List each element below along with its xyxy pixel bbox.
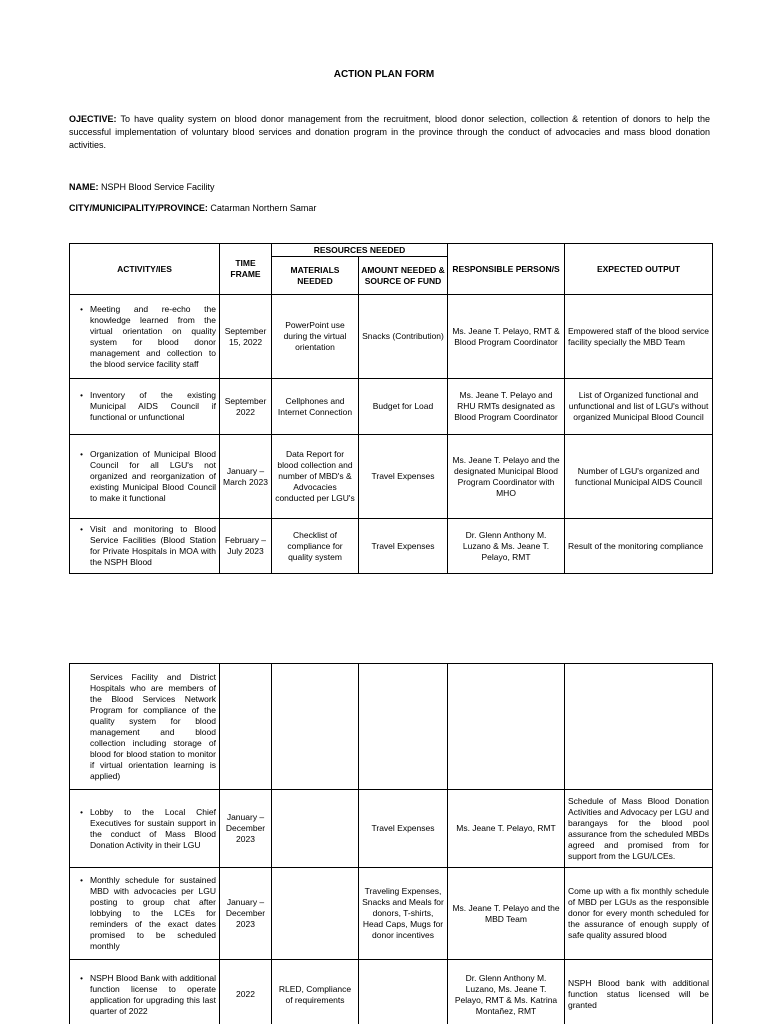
name-field — [69, 182, 215, 192]
header-amount-needed: AMOUNT NEEDED & SOURCE OF FUND — [359, 257, 448, 295]
bullet-icon: • — [80, 391, 83, 400]
expected-output-cell: Empowered staff of the blood service facility specially the MBD Team — [565, 295, 713, 379]
document-title: ACTION PLAN FORM — [333, 69, 435, 80]
bullet-icon: • — [80, 304, 83, 314]
table-row — [70, 664, 713, 790]
time-frame-cell — [220, 664, 272, 790]
amount-cell: Travel Expenses — [359, 790, 448, 868]
header-expected-output: EXPECTED OUTPUT — [565, 244, 713, 295]
activity-cell — [70, 960, 220, 1024]
amount-cell: Budget for Load — [359, 379, 448, 435]
amount-cell: Snacks (Contribution) — [359, 295, 448, 379]
header-activities: ACTIVITY/IES — [70, 244, 220, 295]
table-row — [70, 435, 713, 519]
activity-text: Monthly schedule for sustained MBD with advocacies per LGU posting to group chat after lobbying to the LCEs for reminders of the exact dates promised to be scheduled monthly — [90, 875, 216, 951]
responsible-cell: Ms. Jeane T. Pelayo, RMT & Blood Program Coordinator — [448, 295, 565, 379]
header-time-frame: TIME FRAME — [220, 244, 272, 295]
expected-output-cell: Come up with a fix monthly schedule of MBD per LGUs as the responsible donor for every month scheduled for the assurance of enough supply of safe quality assured blood — [565, 868, 713, 960]
bullet-icon: • — [80, 973, 83, 983]
objective-text: To have quality system on blood donor management from the recruitment, blood donor selection, collection & retention of donors to help the successful implementation of voluntary blood services and donation program in the province through the conduct of advocacies and mass blood donation activities. — [69, 114, 710, 150]
amount-cell: Traveling Expenses, Snacks and Meals for donors, T-shirts, Head Caps, Mugs for donor incentives — [359, 868, 448, 960]
time-frame-cell: January – December 2023 — [220, 790, 272, 868]
materials-cell — [272, 664, 359, 790]
activity-cell — [70, 379, 220, 435]
time-frame-cell: September 15, 2022 — [220, 295, 272, 379]
table-row — [70, 790, 713, 868]
table-row — [70, 868, 713, 960]
responsible-cell: Dr. Glenn Anthony M. Luzano, Ms. Jeane T. Pelayo, RMT & Ms. Katrina Montañez, RMT — [448, 960, 565, 1024]
expected-output-cell: Result of the monitoring compliance — [565, 519, 713, 574]
name-value: NSPH Blood Service Facility — [101, 182, 215, 192]
time-frame-cell: 2022 — [220, 960, 272, 1024]
time-frame-cell: February – July 2023 — [220, 519, 272, 574]
responsible-cell: Ms. Jeane T. Pelayo and the MBD Team — [448, 868, 565, 960]
time-frame-cell: September 2022 — [220, 379, 272, 435]
amount-cell — [359, 960, 448, 1024]
materials-cell — [272, 790, 359, 868]
activity-cell — [70, 790, 220, 868]
bullet-icon: • — [80, 450, 83, 459]
responsible-cell — [448, 664, 565, 790]
materials-cell: RLED, Compliance of requirements — [272, 960, 359, 1024]
expected-output-cell — [565, 664, 713, 790]
action-plan-table-page-2 — [69, 663, 713, 1024]
action-plan-table-page-1 — [69, 243, 713, 574]
header-materials-needed: MATERIALS NEEDED — [272, 257, 359, 295]
objective-paragraph — [69, 113, 710, 152]
table-row — [70, 379, 713, 435]
materials-cell: PowerPoint use during the virtual orientation — [272, 295, 359, 379]
location-value: Catarman Northern Samar — [210, 203, 317, 213]
responsible-cell: Ms. Jeane T. Pelayo and the designated Municipal Blood Program Coordinator with MHO — [448, 435, 565, 519]
activity-text: Visit and monitoring to Blood Service Facilities (Blood Station for Private Hospitals in MOA with the NSPH Blood — [90, 524, 216, 567]
materials-cell: Data Report for blood collection and number of MBD's & Advocacies conducted per LGU's — [272, 435, 359, 519]
expected-output-cell: NSPH Blood bank with additional function status licensed will be granted — [565, 960, 713, 1024]
materials-cell: Cellphones and Internet Connection — [272, 379, 359, 435]
time-frame-cell: January – March 2023 — [220, 435, 272, 519]
activity-continued-cell: Services Facility and District Hospitals who are members of the Blood Services Network Program for compliance of the quality system for blood management and blood collection including storage of blood for blood station to monitor if virtual orientation learning is applied) — [70, 664, 220, 790]
expected-output-cell: Schedule of Mass Blood Donation Activities and Advocacy per LGU and barangays for the blood pool assurance from the scheduled MBDs agreed and promised from for support from the LGU/LCEs. — [565, 790, 713, 868]
amount-cell: Travel Expenses — [359, 519, 448, 574]
responsible-cell: Ms. Jeane T. Pelayo and RHU RMTs designated as Blood Program Coordinator — [448, 379, 565, 435]
bullet-icon: • — [80, 525, 83, 534]
activity-cell — [70, 868, 220, 960]
activity-text: Meeting and re-echo the knowledge learned from the virtual orientation on quality system for blood donor management and collection to the blood service facility staff — [90, 303, 216, 369]
activity-cell — [70, 435, 220, 519]
time-frame-cell: January – December 2023 — [220, 868, 272, 960]
activity-text: NSPH Blood Bank with additional function license to operate application for upgrading this last quarter of 2022 — [90, 972, 216, 1016]
activity-cell — [70, 519, 220, 574]
amount-cell: Travel Expenses — [359, 435, 448, 519]
materials-cell: Checklist of compliance for quality system — [272, 519, 359, 574]
location-label: CITY/MUNICIPALITY/PROVINCE: — [69, 203, 208, 213]
table-row — [70, 519, 713, 574]
bullet-icon: • — [80, 807, 83, 817]
table-row — [70, 295, 713, 379]
materials-cell — [272, 868, 359, 960]
location-field — [69, 203, 316, 213]
expected-output-cell: List of Organized functional and unfunctional and list of LGU's without organized Municipal Blood Council — [565, 379, 713, 435]
activity-text: Lobby to the Local Chief Executives for sustain support in the conduct of Mass Blood Donation Activity in their LGU — [90, 806, 216, 850]
amount-cell — [359, 664, 448, 790]
activity-text: Inventory of the existing Municipal AIDS Council if functional or unfunctional — [90, 390, 216, 422]
table-row — [70, 960, 713, 1024]
activity-text: Organization of Municipal Blood Council for all LGU's not organized and reorganization of existing Municipal Blood Council to make it functional — [90, 449, 216, 503]
responsible-cell: Ms. Jeane T. Pelayo, RMT — [448, 790, 565, 868]
header-responsible-persons: RESPONSIBLE PERSON/S — [448, 244, 565, 295]
activity-cell — [70, 295, 220, 379]
bullet-icon: • — [80, 876, 83, 885]
responsible-cell: Dr. Glenn Anthony M. Luzano & Ms. Jeane T. Pelayo, RMT — [448, 519, 565, 574]
name-label: NAME: — [69, 182, 99, 192]
expected-output-cell: Number of LGU's organized and functional Municipal AIDS Council — [565, 435, 713, 519]
header-resources-needed: RESOURCES NEEDED — [272, 244, 448, 257]
objective-label: OJECTIVE: — [69, 114, 117, 124]
